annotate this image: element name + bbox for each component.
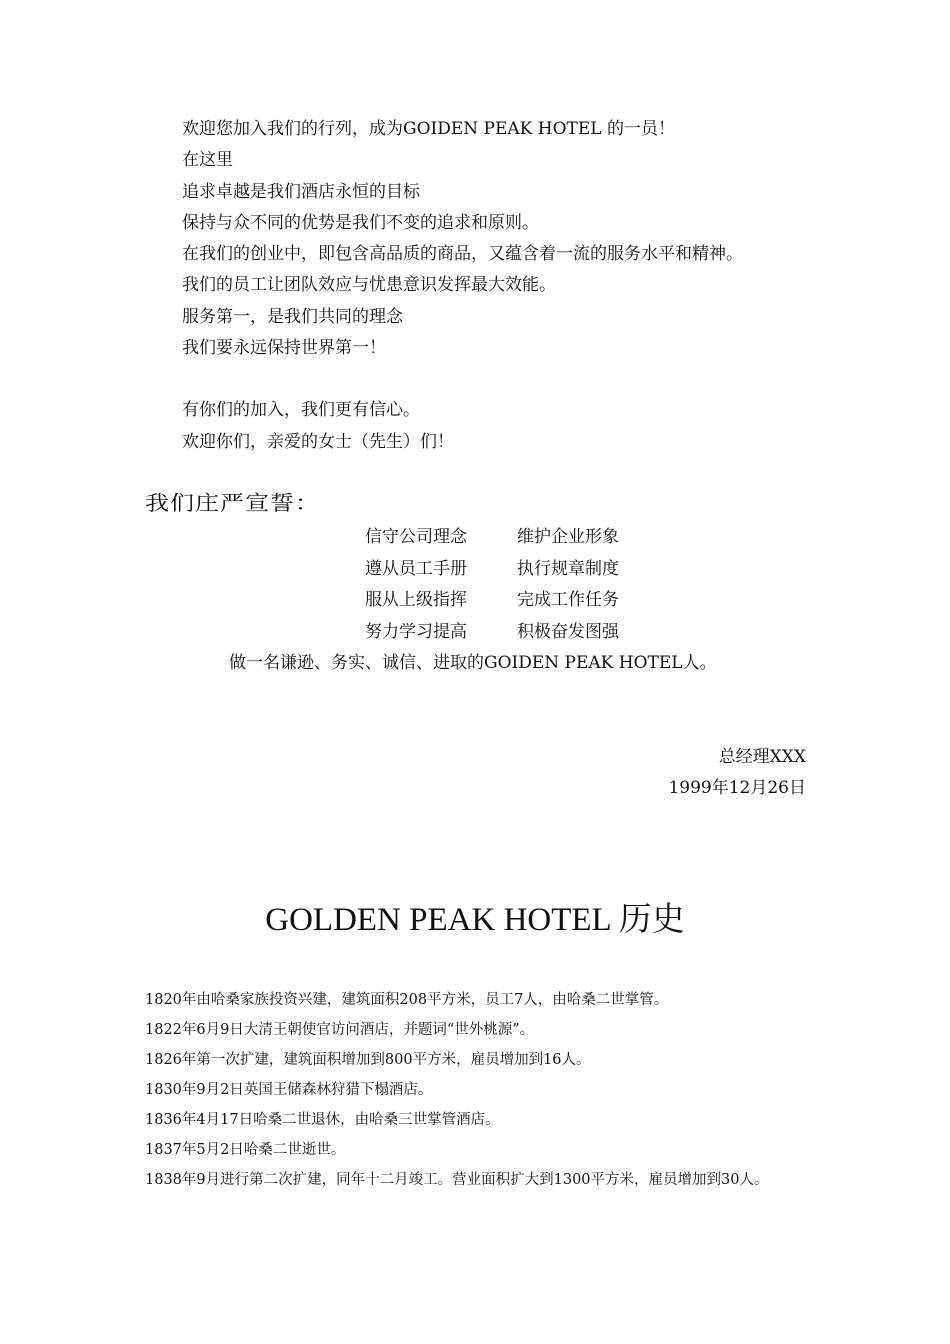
history-item: 1838年9月进行第二次扩建，同年十二月竣工。营业面积扩大到1300平方米，雇员增加到30人。 xyxy=(145,1172,769,1188)
oath-pledge: 执行规章制度 xyxy=(517,558,619,579)
oath-pledge: 维护企业形象 xyxy=(517,527,619,547)
history-item: 1826年第一次扩建，建筑面积增加到800平方米，雇员增加到16人。 xyxy=(145,1052,591,1068)
history-item: 1837年5月2日哈桑二世逝世。 xyxy=(145,1142,346,1158)
oath-closing: 做一名谦逊、务实、诚信、进取的GOIDEN PEAK HOTEL人。 xyxy=(229,653,717,673)
oath-pledge: 服从上级指挥 xyxy=(365,590,467,610)
oath-pledge: 努力学习提高 xyxy=(365,621,467,642)
welcome-line: 欢迎你们，亲爱的女士（先生）们！ xyxy=(182,431,454,452)
history-item: 1830年9月2日英国王储森林狩猎下榻酒店。 xyxy=(145,1082,433,1098)
oath-pledge: 积极奋发图强 xyxy=(517,621,619,642)
oath-pledge: 遵从员工手册 xyxy=(365,558,467,579)
history-item: 1836年4月17日哈桑二世退休，由哈桑三世掌管酒店。 xyxy=(145,1112,500,1128)
welcome-message xyxy=(182,114,822,458)
welcome-line: 在我们的创业中，即包含高品质的商品，又蕴含着一流的服务水平和精神。 xyxy=(182,244,743,265)
history-item: 1822年6月9日大清王朝使官访问酒店，并题词“世外桃源”。 xyxy=(145,1022,535,1038)
oath-row xyxy=(365,522,619,554)
welcome-line: 保持与众不同的优势是我们不变的追求和原则。 xyxy=(182,212,539,233)
welcome-line: 在这里 xyxy=(182,150,233,171)
oath-pledges xyxy=(365,522,619,648)
paragraph-gap xyxy=(182,364,822,395)
welcome-line: 欢迎您加入我们的行列，成为GOIDEN PEAK HOTEL 的一员！ xyxy=(182,119,675,139)
welcome-line: 我们的员工让团队效应与忧患意识发挥最大效能。 xyxy=(182,275,556,296)
oath-row xyxy=(365,554,619,586)
signature-block xyxy=(668,742,806,804)
welcome-line: 服务第一，是我们共同的理念 xyxy=(182,306,403,327)
welcome-line: 有你们的加入，我们更有信心。 xyxy=(182,400,420,421)
oath-heading: 我们庄严宣誓： xyxy=(145,491,320,515)
history-list xyxy=(145,985,810,1195)
signature-title: 总经理XXX xyxy=(718,747,806,767)
welcome-line: 追求卓越是我们酒店永恒的目标 xyxy=(182,181,420,202)
signature-date: 1999年12月26日 xyxy=(668,778,806,798)
oath-pledge: 完成工作任务 xyxy=(517,590,619,610)
history-title: GOLDEN PEAK HOTEL 历史 xyxy=(265,902,685,938)
oath-row xyxy=(365,585,619,617)
history-item: 1820年由哈桑家族投资兴建，建筑面积208平方米，员工7人，由哈桑二世掌管。 xyxy=(145,992,669,1008)
welcome-line: 我们要永远保持世界第一！ xyxy=(182,338,386,359)
oath-row xyxy=(365,617,619,649)
oath-pledge: 信守公司理念 xyxy=(365,527,467,547)
